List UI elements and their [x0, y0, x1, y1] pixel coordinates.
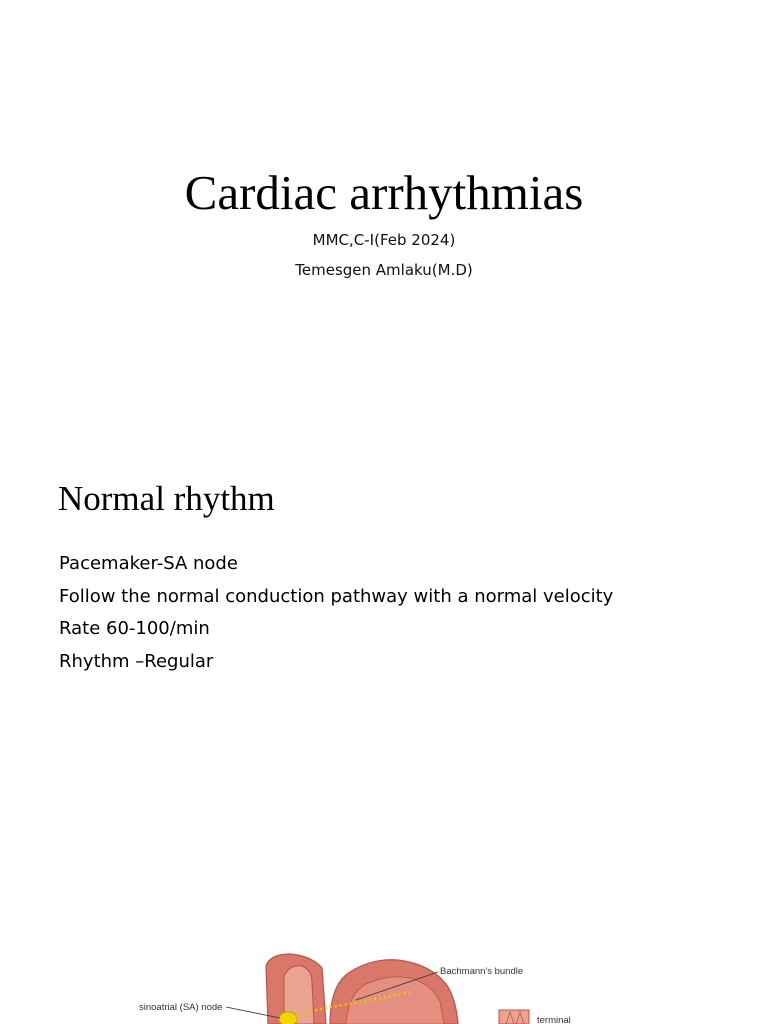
terminal-label: terminal: [537, 1015, 571, 1024]
normal-rhythm-slide: [0, 432, 768, 1024]
presentation-title: Cardiac arrhythmias: [184, 165, 584, 220]
bullet-item-rate: Rate 60-100/min: [59, 618, 210, 639]
bullet-item-conduction: Follow the normal conduction pathway with a normal velocity: [59, 585, 614, 607]
bachmann-label: Bachmann's bundle: [440, 966, 524, 977]
bullet-item-rhythm: Rhythm –Regular: [59, 650, 214, 672]
bullet-item-pacemaker: Pacemaker-SA node: [59, 553, 238, 574]
bullet-list: [59, 548, 613, 678]
heart-illustration: [0, 932, 768, 1024]
sa-node-marker: [279, 1012, 297, 1024]
slide-heading: Normal rhythm: [58, 479, 275, 518]
heart-conduction-diagram: [0, 932, 768, 1024]
author-name: Temesgen Amlaku(M.D): [295, 261, 473, 279]
course-info: MMC,C-I(Feb 2024): [312, 231, 456, 249]
terminal-legend-swatch: [499, 1010, 529, 1024]
title-slide: [0, 0, 768, 432]
sa-node-label: sinoatrial (SA) node: [139, 1002, 223, 1013]
